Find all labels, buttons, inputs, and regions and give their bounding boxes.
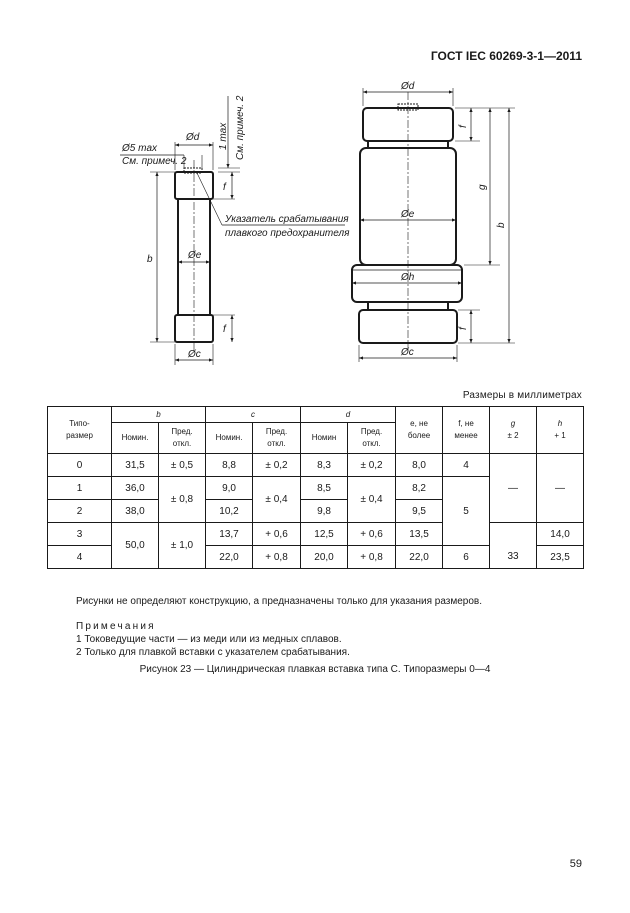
cell-size: 4 <box>48 546 112 569</box>
right-fuse-view <box>352 88 515 362</box>
dimensions-table <box>47 406 584 569</box>
cell-c-tol: + 0,6 <box>253 523 301 546</box>
cell-b-tol-merged: ± 1,0 <box>159 523 206 569</box>
right-g-label: g <box>477 184 488 190</box>
header-f: f, не менее <box>443 407 490 454</box>
note-item-2: 2 Только для плавкой вставки с указателем срабатывания. <box>76 647 350 658</box>
right-b-label: b <box>496 222 507 228</box>
left-d-label: Ød <box>186 132 200 143</box>
header-b-nom: Номин. <box>112 423 159 454</box>
cell-c-tol: ± 0,2 <box>253 454 301 477</box>
left-c-label: Øc <box>188 349 201 360</box>
note-item-1: 1 Токоведущие части — из меди или из медных сплавов. <box>76 634 342 645</box>
cell-d-tol: + 0,8 <box>348 546 396 569</box>
notes-heading: Примечания <box>76 621 156 632</box>
cell-d-nom: 12,5 <box>301 523 348 546</box>
cell-h: 23,5 <box>537 546 584 569</box>
cell-c-nom: 10,2 <box>206 500 253 523</box>
cell-b-nom: 36,0 <box>112 477 159 500</box>
right-f-top-label: f <box>458 125 469 128</box>
cell-d-tol: ± 0,2 <box>348 454 396 477</box>
left-note2-label: См. примеч. 2 <box>122 156 187 167</box>
cell-size: 1 <box>48 477 112 500</box>
cell-f-merged: 5 <box>443 477 490 546</box>
left-1max-label: 1 max <box>218 122 229 150</box>
cell-f: 6 <box>443 546 490 569</box>
notes-block <box>76 595 482 659</box>
header-h: h + 1 <box>537 407 584 454</box>
right-f-bottom-label: f <box>458 327 469 330</box>
cell-b-nom: 31,5 <box>112 454 159 477</box>
cell-size: 3 <box>48 523 112 546</box>
right-d-label: Ød <box>401 81 415 92</box>
cell-d-nom: 20,0 <box>301 546 348 569</box>
header-d-nom: Номин <box>301 423 348 454</box>
cell-e: 9,5 <box>396 500 443 523</box>
table-row <box>48 523 584 546</box>
cell-e: 8,2 <box>396 477 443 500</box>
cell-b-nom-merged: 50,0 <box>112 523 159 569</box>
right-collar <box>352 265 462 302</box>
cell-d-tol: + 0,6 <box>348 523 396 546</box>
cell-c-tol-merged: ± 0,4 <box>253 477 301 523</box>
cell-b-tol-merged: ± 0,8 <box>159 477 206 523</box>
indicator-label-line1: Указатель срабатывания <box>225 214 349 225</box>
cell-e: 22,0 <box>396 546 443 569</box>
cell-size: 2 <box>48 500 112 523</box>
cell-h-merged: — <box>537 454 584 523</box>
cell-d-nom: 8,5 <box>301 477 348 500</box>
cell-c-nom: 22,0 <box>206 546 253 569</box>
cell-d-nom: 9,8 <box>301 500 348 523</box>
notes-statement: Рисунки не определяют конструкцию, а предназначены только для указания размеров. <box>76 596 483 607</box>
left-f-bottom-label: f <box>223 324 226 335</box>
cell-c-nom: 13,7 <box>206 523 253 546</box>
cell-d-tol-merged: ± 0,4 <box>348 477 396 523</box>
cell-g-merged: — <box>490 454 537 523</box>
cell-g <box>490 523 537 546</box>
header-b-tol: Пред. откл. <box>159 423 206 454</box>
cell-d-nom: 8,3 <box>301 454 348 477</box>
table-row <box>48 454 584 477</box>
cell-e: 8,0 <box>396 454 443 477</box>
cell-c-nom: 8,8 <box>206 454 253 477</box>
header-d: d <box>301 407 396 423</box>
header-type-size: Типо- размер <box>48 407 112 454</box>
indicator-label-line2: плавкого предохранителя <box>225 228 350 239</box>
header-c: c <box>206 407 301 423</box>
left-note2-vertical-label: См. примеч. 2 <box>235 95 246 160</box>
left-d5max-label: Ø5 max <box>122 143 158 154</box>
left-f-top-label: f <box>223 182 226 193</box>
cell-f: 4 <box>443 454 490 477</box>
standard-code: ГОСТ IEC 60269-3-1—2011 <box>430 49 582 63</box>
figure-caption: Рисунок 23 — Цилиндрическая плавкая вставка типа С. Типоразмеры 0—4 <box>139 664 491 675</box>
cell-b-tol: ± 0,5 <box>159 454 206 477</box>
header-e: e, не более <box>396 407 443 454</box>
cell-size: 0 <box>48 454 112 477</box>
header-b: b <box>112 407 206 423</box>
cell-h: 14,0 <box>537 523 584 546</box>
cell-g: 33 <box>490 546 537 569</box>
header-c-nom: Номин. <box>206 423 253 454</box>
header-g: g ± 2 <box>490 407 537 454</box>
cell-c-nom: 9,0 <box>206 477 253 500</box>
header-c-tol: Пред. откл. <box>253 423 301 454</box>
page-number: 59 <box>569 858 582 870</box>
cell-e: 13,5 <box>396 523 443 546</box>
units-label: Размеры в миллиметрах <box>462 390 582 401</box>
left-b-label: b <box>147 254 153 265</box>
right-c-label: Øc <box>401 347 414 358</box>
right-h-label: Øh <box>401 272 415 283</box>
left-e-label: Øe <box>188 250 202 261</box>
right-e-label: Øe <box>401 209 415 220</box>
cell-c-tol: + 0,8 <box>253 546 301 569</box>
header-d-tol: Пред. откл. <box>348 423 396 454</box>
fuse-drawing <box>0 0 630 380</box>
cell-b-nom: 38,0 <box>112 500 159 523</box>
